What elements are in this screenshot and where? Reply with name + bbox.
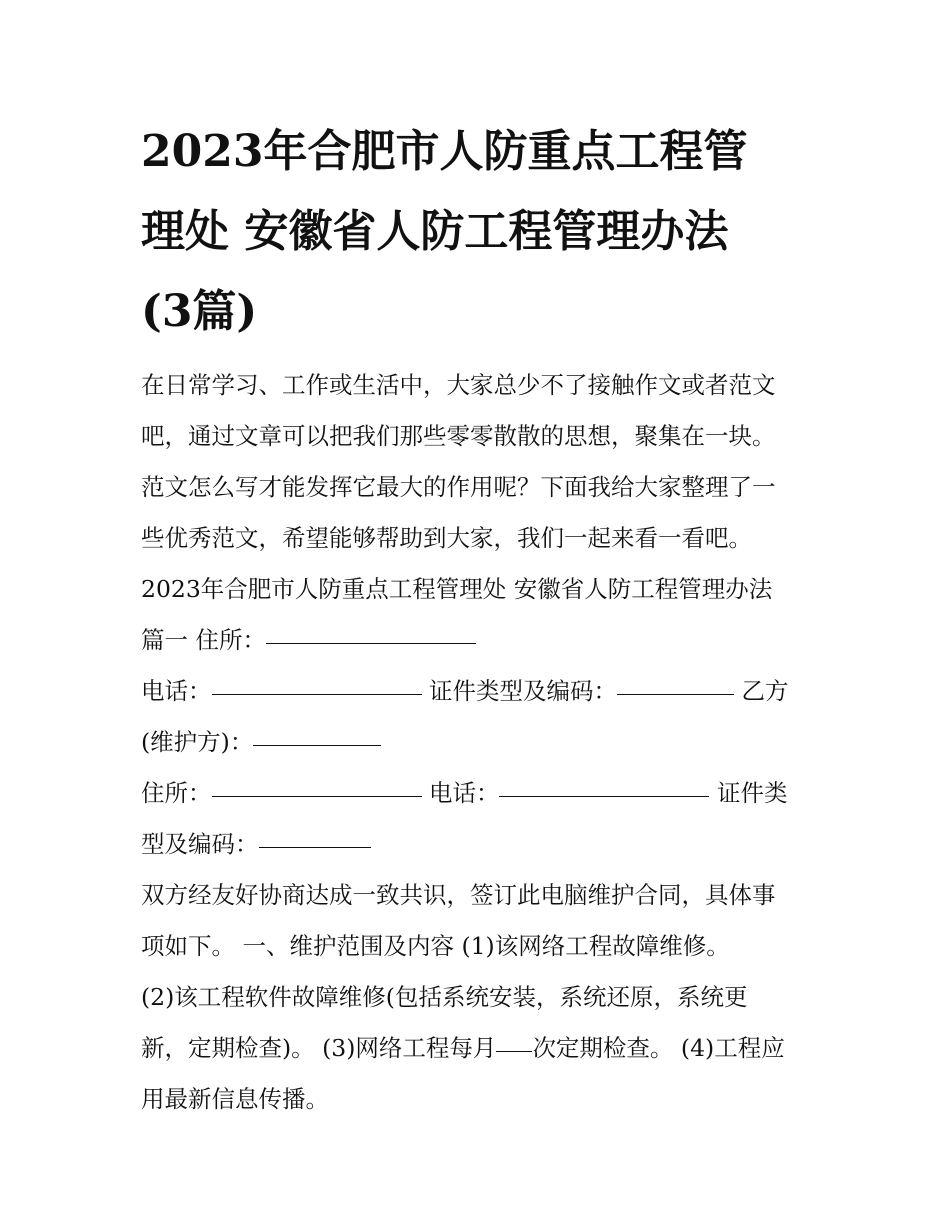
title-line-1: 2023年合肥市人防重点工程管 xyxy=(141,126,748,177)
chapter-label: 篇一 xyxy=(141,626,188,654)
maintainer-label: (维护方)： xyxy=(141,728,254,756)
subtitle xyxy=(141,564,821,615)
address-label: 住所： xyxy=(195,626,266,654)
content-line-4a: 新，定期检查)。 (3)网络工程每月 xyxy=(141,1034,497,1062)
id-blank xyxy=(617,694,734,695)
form-line-5 xyxy=(141,819,821,870)
intro-line-4: 些优秀范文，希望能够帮助到大家，我们一起来看一看吧。 xyxy=(141,524,752,552)
address2-label: 住所： xyxy=(141,779,212,807)
times-blank xyxy=(496,1051,532,1052)
id2-label-part2: 型及编码： xyxy=(141,830,259,858)
phone2-blank xyxy=(499,796,709,797)
phone-blank xyxy=(212,694,422,695)
form-line-2 xyxy=(141,666,821,717)
content-paragraph xyxy=(141,870,821,1125)
form-line-3 xyxy=(141,717,821,768)
intro-line-1: 在日常学习、工作或生活中，大家总少不了接触作文或者范文 xyxy=(141,371,776,399)
address2-blank xyxy=(212,796,422,797)
address-blank xyxy=(266,643,476,644)
content-line-4 xyxy=(141,1023,821,1074)
phone2-label: 电话： xyxy=(428,779,500,807)
document-page xyxy=(141,112,821,1125)
party-b-label: 乙方 xyxy=(741,677,789,705)
intro-line-3: 范文怎么写才能发挥它最大的作用呢？下面我给大家整理了一 xyxy=(141,473,776,501)
content-line-1: 双方经友好协商达成一致共识，签订此电脑维护合同，具体事 xyxy=(141,881,776,909)
id-label: 证件类型及编码： xyxy=(428,677,617,705)
content-line-3: (2)该工程软件故障维修(包括系统安装，系统还原，系统更 xyxy=(141,983,748,1011)
content-line-5: 用最新信息传播。 xyxy=(141,1085,329,1113)
intro-line-2: 吧，通过文章可以把我们那些零零散散的思想，聚集在一块。 xyxy=(141,422,776,450)
form-line-1 xyxy=(141,615,821,666)
id2-label-part1: 证件类 xyxy=(716,779,788,807)
content-line-4b: 次定期检查。 (4)工程应 xyxy=(532,1034,785,1062)
subtitle-line: 2023年合肥市人防重点工程管理处 安徽省人防工程管理办法 xyxy=(141,575,773,603)
document-title xyxy=(141,112,821,352)
maintainer-blank xyxy=(253,745,381,746)
form-line-4 xyxy=(141,768,821,819)
phone-label: 电话： xyxy=(141,677,212,705)
content-line-2: 项如下。 一、维护范围及内容 (1)该网络工程故障维修。 xyxy=(141,932,730,960)
intro-paragraph xyxy=(141,360,821,564)
contract-form xyxy=(141,615,821,870)
title-line-2: 理处 安徽省人防工程管理办法 xyxy=(141,206,729,257)
id2-blank xyxy=(259,847,371,848)
title-line-3: (3篇) xyxy=(141,286,258,337)
